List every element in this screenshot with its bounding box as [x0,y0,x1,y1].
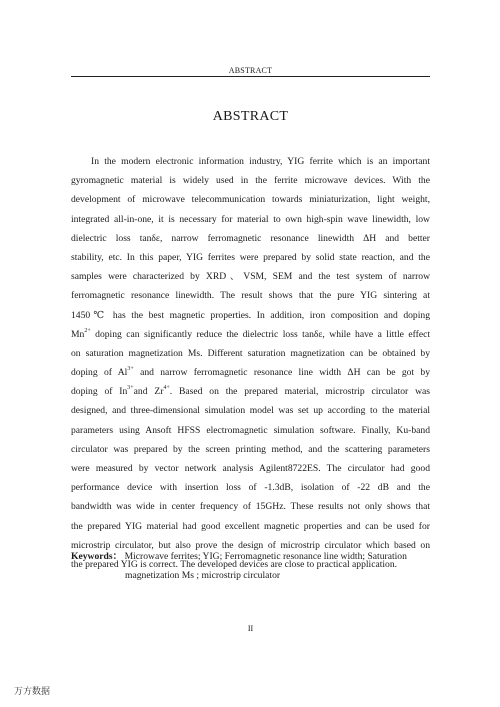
abstract-line: ferromagnetic resonance linewidth. The result shows that the pure YIG sintering at [71,290,430,302]
abstract-line: bandwidth was wide in center frequency of 15GHz. These results not only shows that [71,501,430,513]
running-header: ABSTRACT [228,66,273,75]
abstract-body [71,152,430,574]
keywords-line: Microwave ferrites; YIG; Ferromagnetic resonance line width; Saturation [124,551,407,562]
header-rule [71,76,430,77]
abstract-line: 1450℃ has the best magnetic properties. In addition, iron composition and doping [71,309,430,321]
abstract-line: stability, etc. In this paper, YIG ferrites were prepared by solid state reaction, and the [71,251,430,263]
abstract-line: gyromagnetic material is widely used in the ferrite microwave devices. With the [71,175,430,187]
abstract-line: performance device with insertion loss of -1.3dB, isolation of -22 dB and the [71,482,430,494]
keywords-block [71,547,430,585]
abstract-line: designed, and three-dimensional simulation model was set up according to the material [71,405,430,417]
abstract-line: microstrip circulator, but also prove the design of microstrip circulator which based on [71,539,430,551]
watermark: 万方数据 [14,687,51,697]
page-title: ABSTRACT [212,109,289,124]
abstract-line: the prepared YIG material had good excellent magnetic properties and can be used for [71,520,430,532]
abstract-line: integrated all-in-one, it is necessary for material to own high-spin wave linewidth, low [71,213,430,225]
abstract-line: circulator was prepared by the screen printing method, and the scattering parameters [71,443,430,455]
abstract-line: samples were characterized by XRD、VSM, SEM and the test system of narrow [71,271,430,283]
abstract-line: the prepared YIG is correct. The developed devices are close to practical application. [71,558,398,570]
abstract-line-in: doping of $In^{3+}and$ $Zr^{4+}$. Based on the prepared material, microstrip circulator was [71,385,430,398]
abstract-line: on saturation magnetization Ms. Different saturation magnetization can be obtained by [71,347,430,359]
abstract-line: In the modern electronic information industry, YIG ferrite which is an important [91,156,430,167]
keywords-label: Keywords： [71,551,123,562]
abstract-line: parameters using Ansoft HFSS electromagnetic simulation software. Finally, Ku-band [71,424,430,436]
abstract-line: dielectric loss tanδε, narrow ferromagnetic resonance linewidth ΔH and better [71,232,430,244]
keywords-line: magnetization Ms ; microstrip circulator [125,570,281,581]
page-number: II [247,624,254,633]
abstract-line: were measured by vector network analysis Agilent8722ES. The circulator had good [71,463,430,474]
abstract-line-mn: $Mn^{2+}$ doping can significantly reduce the dielectric loss tanδε, while have a little effect [71,327,430,340]
abstract-line-al: doping of $Al^{3+}$ and narrow ferromagnetic resonance line width ΔH can be got by [71,365,430,379]
abstract-line: development of microwave telecommunication towards miniaturization, light weight, [71,194,430,206]
